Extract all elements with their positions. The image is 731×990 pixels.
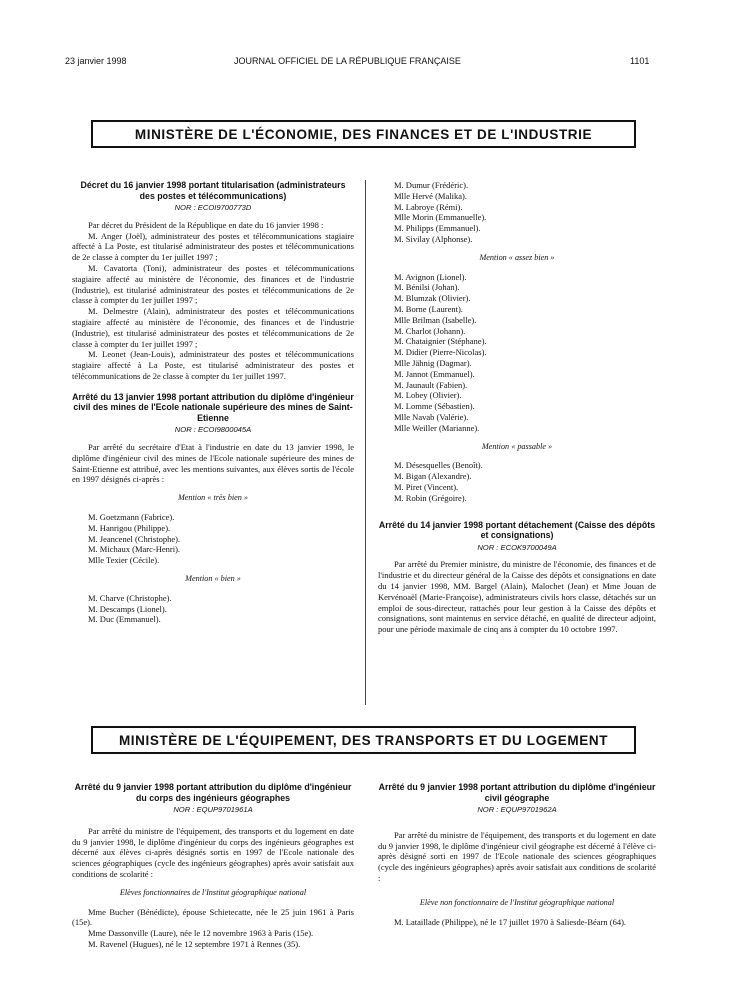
paragraph: M. Ravenel (Hugues), né le 12 septembre 1971 à Rennes (35). — [88, 938, 301, 949]
nor-reference: NOR : ECOI9700773D — [174, 203, 252, 212]
list-item: M. Hanrigou (Philippe). — [88, 522, 171, 533]
list-item: Mlle Hervé (Malika). — [394, 190, 467, 201]
list-item: M. Didier (Pierre-Nicolas). — [394, 347, 487, 358]
list-item: Mlle Texier (Cécile). — [88, 555, 160, 566]
nor-reference: NOR : EQUP9701962A — [477, 805, 557, 814]
list-item: Mlle Brilman (Isabelle). — [394, 314, 477, 325]
list-item: M. Sivilay (Alphonse). — [394, 233, 473, 244]
list-item: M. Charlot (Johann). — [394, 325, 466, 336]
list-item: M. Borne (Laurent). — [394, 303, 463, 314]
nor-reference: NOR : ECOK9700049A — [477, 542, 557, 552]
paragraph: Par arrêté du Premier ministre, du ministre de l'économie, des finances et de l'industrie et du directeur général de la Caisse des dépôts et consignations en date du 14 janvier 1998, MM. Bargel (Alain), Malochet (Jean) et Mme Jouan de Kervénoaël (Marie-Françoise), administrateurs civils hors classe, détachés sur un emploi de sous-directeur, rattachés pour leur gestion à la Caisse des dépôts et consignations, sont maintenus en service détaché, en qualité de directeur adjoint, pour une période maximale de cinq ans à compter du 10 octobre 1997. — [378, 559, 656, 635]
subheading: Elèves fonctionnaires de l'Institut géographique national — [119, 887, 307, 897]
list-item: M. Robin (Grégoire). — [394, 492, 467, 503]
ministry-equipement-banner: MINISTÈRE DE L'ÉQUIPEMENT, DES TRANSPORTS ET DU LOGEMENT — [91, 726, 636, 754]
list-item: Mlle Jähnig (Dagmar). — [394, 357, 472, 368]
list-item: M. Duc (Emmanuel). — [88, 614, 161, 625]
paragraph: Par arrêté du ministre de l'équipement, des transports et du logement en date du 9 janvier 1998, le diplôme d'ingénieur du corps des ingénieurs géographes est décerné aux élèves ci-après désignés sortis en 1997 de l'Ecole nationale des sciences géographiques (cycle des ingénieurs géographes) après avoir satisfait aux conditions de scolarité : — [72, 825, 354, 879]
paragraph: Par décret du Président de la République en date du 16 janvier 1998 : — [88, 219, 324, 230]
ministry-economie-banner: MINISTÈRE DE L'ÉCONOMIE, DES FINANCES ET DE L'INDUSTRIE — [91, 120, 636, 148]
list-item: M. Michaux (Marc-Henri). — [88, 544, 181, 555]
list-item: Mlle Weiller (Marianne). — [394, 422, 480, 433]
paragraph: Par arrêté du ministre de l'équipement, des transports et du logement en date du 9 janvier 1998, le diplôme d'ingénieur civil géographe est décerné à l'élève ci-après désigné sorti en 1997 de l'Ecole nationale des sciences géographiques (cycle des ingénieurs géographes) après avoir satisfait aux conditions de scolarité : — [378, 829, 656, 883]
paragraph: Par arrêté du secrétaire d'Etat à l'industrie en date du 13 janvier 1998, le diplôme d'ingénieur civil des mines de l'Ecole nationale supérieure des mines de Saint-Etienne est attribué, avec les mentions suivantes, aux élèves sortis de l'école en 1997 désignés ci-après : — [72, 442, 354, 485]
decree-title: Arrêté du 14 janvier 1998 portant détachement (Caisse des dépôts et consignations) — [378, 519, 656, 541]
paragraph: M. Lataillade (Philippe), né le 17 juillet 1970 à Saliesde-Béarn (64). — [394, 916, 627, 927]
decree-title: Arrêté du 13 janvier 1998 portant attribution du diplôme d'ingénieur civil des mines de l'Ecole nationale supérieure des mines de Saint-Etienne — [72, 391, 354, 423]
list-item: M. Lomme (Sébastien). — [394, 401, 475, 412]
subheading: Elève non fonctionnaire de l'Institut géographique national — [419, 897, 615, 907]
mention-heading: Mention « assez bien » — [479, 252, 555, 262]
header-journal: JOURNAL OFFICIEL DE LA RÉPUBLIQUE FRANÇAISE — [234, 56, 461, 66]
header-page: 1101 — [630, 56, 650, 66]
list-item: M. Jannot (Emmanuel). — [394, 368, 475, 379]
right-column-section2 — [378, 782, 656, 927]
list-item: M. Jeancenel (Christophe). — [88, 533, 181, 544]
mention-heading: Mention « bien » — [185, 574, 241, 584]
mention-heading: Mention « très bien » — [177, 493, 249, 503]
list-item: M. Lobey (Olivier). — [394, 390, 462, 401]
paragraph: Mme Dassonville (Laure), née le 12 novembre 1963 à Paris (15e). — [88, 928, 314, 939]
list-item: M. Chataignier (Stéphane). — [394, 336, 487, 347]
paragraph: M. Leonet (Jean-Louis), administrateur des postes et télécommunications stagiaire affecté à La Poste, est titularisé administrateur des postes et télécommunications de 2e classe à compter du 1er juillet 1997. — [72, 349, 354, 381]
list-item: M. Philipps (Emmanuel). — [394, 223, 481, 234]
list-item: M. Piret (Vincent). — [394, 481, 459, 492]
paragraph: M. Anger (Joël), administrateur des postes et télécommunications stagiaire affecté à La Poste, est titularisé administrateur des postes et télécommunications de 2e classe à compter du 1er juillet 1997 ; — [72, 230, 354, 263]
list-item: M. Dumur (Frédéric). — [394, 180, 469, 190]
list-item: M. Bénilsi (Johan). — [394, 282, 460, 293]
right-column-section1 — [378, 180, 656, 635]
list-item: Mlle Navab (Valérie). — [394, 411, 469, 422]
nor-reference: NOR : EQUP9701961A — [173, 805, 253, 814]
header-date: 23 janvier 1998 — [65, 56, 127, 66]
list-item: Mlle Morin (Emmanuelle). — [394, 212, 487, 223]
left-column-section2 — [72, 782, 354, 950]
list-item: M. Désesquelles (Benoît). — [394, 460, 483, 471]
paragraph: M. Delmestre (Alain), administrateur des postes et télécommunications stagiaire affecté au ministère de l'économie, des finances et de l'industrie (Industrie), est titularisé administrateur des postes et télécommunications de 2e classe à compter du 1er juillet 1997 ; — [72, 306, 354, 349]
list-item: M. Goetzmann (Fabrice). — [88, 512, 175, 523]
nor-reference: NOR : ECOI9800045A — [174, 425, 252, 435]
list-item: M. Labroye (Rémi). — [394, 201, 463, 212]
column-divider — [365, 180, 366, 705]
mention-heading: Mention « passable » — [481, 441, 553, 451]
decree-title: Arrêté du 9 janvier 1998 portant attribution du diplôme d'ingénieur du corps des ingénieurs géographes — [74, 782, 352, 803]
decree-title: Décret du 16 janvier 1998 portant titularisation (administrateurs des postes et télécommunications) — [80, 180, 346, 201]
list-item: M. Descamps (Lionel). — [88, 603, 167, 614]
list-item: M. Charve (Christophe). — [88, 592, 172, 603]
decree-title: Arrêté du 9 janvier 1998 portant attribution du diplôme d'ingénieur civil géographe — [378, 782, 656, 803]
left-column-section1 — [72, 180, 354, 625]
list-item: M. Bigan (Alexandre). — [394, 471, 472, 482]
paragraph: Mme Bucher (Bénédicte), épouse Schietecatte, née le 25 juin 1961 à Paris (15e). — [72, 906, 354, 928]
list-item: M. Blumzak (Olivier). — [394, 293, 471, 304]
list-item: M. Jaunault (Fabien). — [394, 379, 468, 390]
paragraph: M. Cavatorta (Toni), administrateur des postes et télécommunications stagiaire affecté au ministère de l'économie, des finances et de l'industrie (Industrie), est titularisé administrateur des postes et télécommunications de 2e classe à compter du 1er juillet 1997 ; — [72, 262, 354, 306]
list-item: M. Avignon (Lionel). — [394, 271, 467, 282]
